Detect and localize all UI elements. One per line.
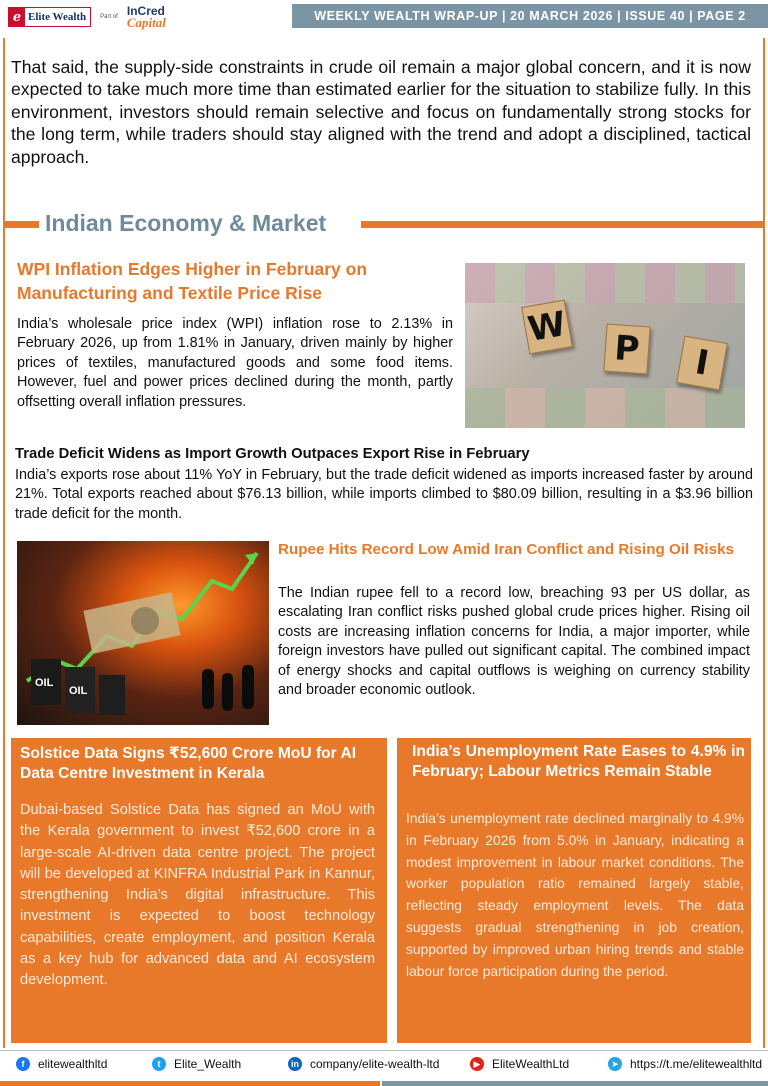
elite-wealth-name: Elite Wealth (28, 11, 87, 23)
elite-wealth-logo (8, 7, 91, 27)
facebook-icon: f (16, 1057, 30, 1071)
banknote-stripe (465, 388, 745, 428)
section-title: Indian Economy & Market (45, 210, 327, 236)
trade-body: India’s exports rose about 11% YoY in February, but the trade deficit widened as imports increased faster by around 21%. Total exports reached about $76.13 billion, while imports climbed to $80.09 billion, resulting in a $3.96 billion trade deficit for the month. (15, 467, 753, 522)
intro-paragraph: That said, the supply-side constraints in crude oil remain a major global concern, and it is now expected to take much more time than estimated earlier for the situation to stabilize fully. In this environment, investors should remain selective and focus on fundamentally strong stocks for the long term, while traders should stay aligned with the trend and adopt a disciplined, tactical approach. (11, 57, 751, 167)
barrel-label: OIL (69, 685, 88, 697)
elite-wealth-mark-icon: e (9, 8, 25, 26)
footer-divider (0, 1050, 768, 1051)
section-header (3, 212, 765, 240)
telegram-icon: ➤ (608, 1057, 622, 1071)
wpi-tile-p: P (603, 324, 650, 375)
wpi-tile-i: I (676, 336, 728, 391)
incred-name: InCred (126, 4, 165, 18)
silhouette-people (202, 665, 254, 711)
unemployment-body: India’s unemployment rate declined marginally to 4.9% in February 2026 from 5.0% in January, indicating a modest improvement in labour market conditions. The worker population ratio remained largely stable, reflecting steady employment levels. The data suggests gradual strengthening in job creation, supported by improved urban hiring trends and stable labour force participation during the period. (406, 811, 744, 979)
social-footer (0, 1057, 768, 1081)
page-header (0, 0, 768, 38)
person-silhouette (242, 665, 254, 709)
wpi-tile-w: W (521, 300, 573, 355)
wpi-heading: WPI Inflation Edges Higher in February on Manufacturing and Textile Price Rise (17, 259, 368, 303)
telegram-handle: https://t.me/elitewealthltd (630, 1057, 763, 1071)
solstice-heading: Solstice Data Signs ₹52,600 Crore MoU for AI Data Centre Investment in Kerala (20, 745, 357, 782)
rupee-chart-illustration (17, 541, 269, 725)
twitter-handle: Elite_Wealth (174, 1057, 242, 1071)
solstice-body: Dubai-based Solstice Data has signed an MoU with the Kerala government to invest ₹52,600 crore in a large-scale AI-driven data centre project. The project will be developed at KINFRA Industrial Park in Kannur, strengthening India’s digital infrastructure. This investment is expected to boost technology capabilities, create employment, and position Kerala as a key hub for advanced data and AI ecosystem development. (20, 802, 375, 989)
footer-accent-left (0, 1081, 380, 1086)
linkedin-link[interactable] (288, 1057, 439, 1071)
unemployment-heading: India’s Unemployment Rate Eases to 4.9% in February; Labour Metrics Remain Stable (412, 743, 745, 780)
twitter-icon: t (152, 1057, 166, 1071)
banknote-portrait (131, 607, 159, 635)
oil-barrel-icon (99, 675, 125, 715)
twitter-link[interactable] (152, 1057, 241, 1071)
telegram-link[interactable] (608, 1057, 762, 1071)
rupee-heading: Rupee Hits Record Low Amid Iran Conflict and Rising Oil Risks (278, 541, 734, 558)
banknote-stripe (465, 263, 745, 303)
brand-logos (8, 6, 166, 28)
wpi-body: India’s wholesale price index (WPI) inflation rose to 2.13% in February 2026, up from 1.81% in January, driven mainly by higher prices of textiles, manufactured goods and some food items. However, fuel and power prices declined during the month, partly offsetting overall inflation pressures. (17, 316, 453, 410)
facebook-handle: elitewealthltd (38, 1057, 108, 1071)
incred-capital-logo (127, 6, 166, 28)
capital-name: Capital (126, 15, 166, 30)
linkedin-handle: company/elite-wealth-ltd (310, 1057, 440, 1071)
part-of-label: Part of (100, 14, 118, 20)
person-silhouette (222, 673, 233, 711)
section-bar-left (3, 221, 39, 228)
barrel-label: OIL (35, 677, 54, 689)
facebook-link[interactable] (16, 1057, 107, 1071)
linkedin-icon: in (288, 1057, 302, 1071)
person-silhouette (202, 669, 214, 709)
youtube-icon: ▶ (470, 1057, 484, 1071)
section-bar-right (361, 221, 765, 228)
footer-accent-right (382, 1081, 768, 1086)
rupee-body: The Indian rupee fell to a record low, breaching 93 per US dollar, as escalating Iran conflict risks pushed global crude prices higher. Rising oil costs are increasing inflation concerns for India, a major importer, while foreign investors have pulled out significant capital. The combined impact of energy shocks and capital outflows is weighing on currency stability and broader economic outlook. (278, 585, 750, 699)
solstice-box (11, 738, 387, 1043)
wpi-image (465, 263, 745, 428)
issue-banner: WEEKLY WEALTH WRAP-UP | 20 MARCH 2026 | ISSUE 40 | PAGE 2 (292, 4, 768, 28)
rupee-oil-image (17, 541, 269, 725)
youtube-handle: EliteWealthLtd (492, 1057, 570, 1071)
trade-heading: Trade Deficit Widens as Import Growth Outpaces Export Rise in February (15, 446, 530, 462)
unemployment-box (397, 738, 751, 1043)
youtube-link[interactable] (470, 1057, 569, 1071)
